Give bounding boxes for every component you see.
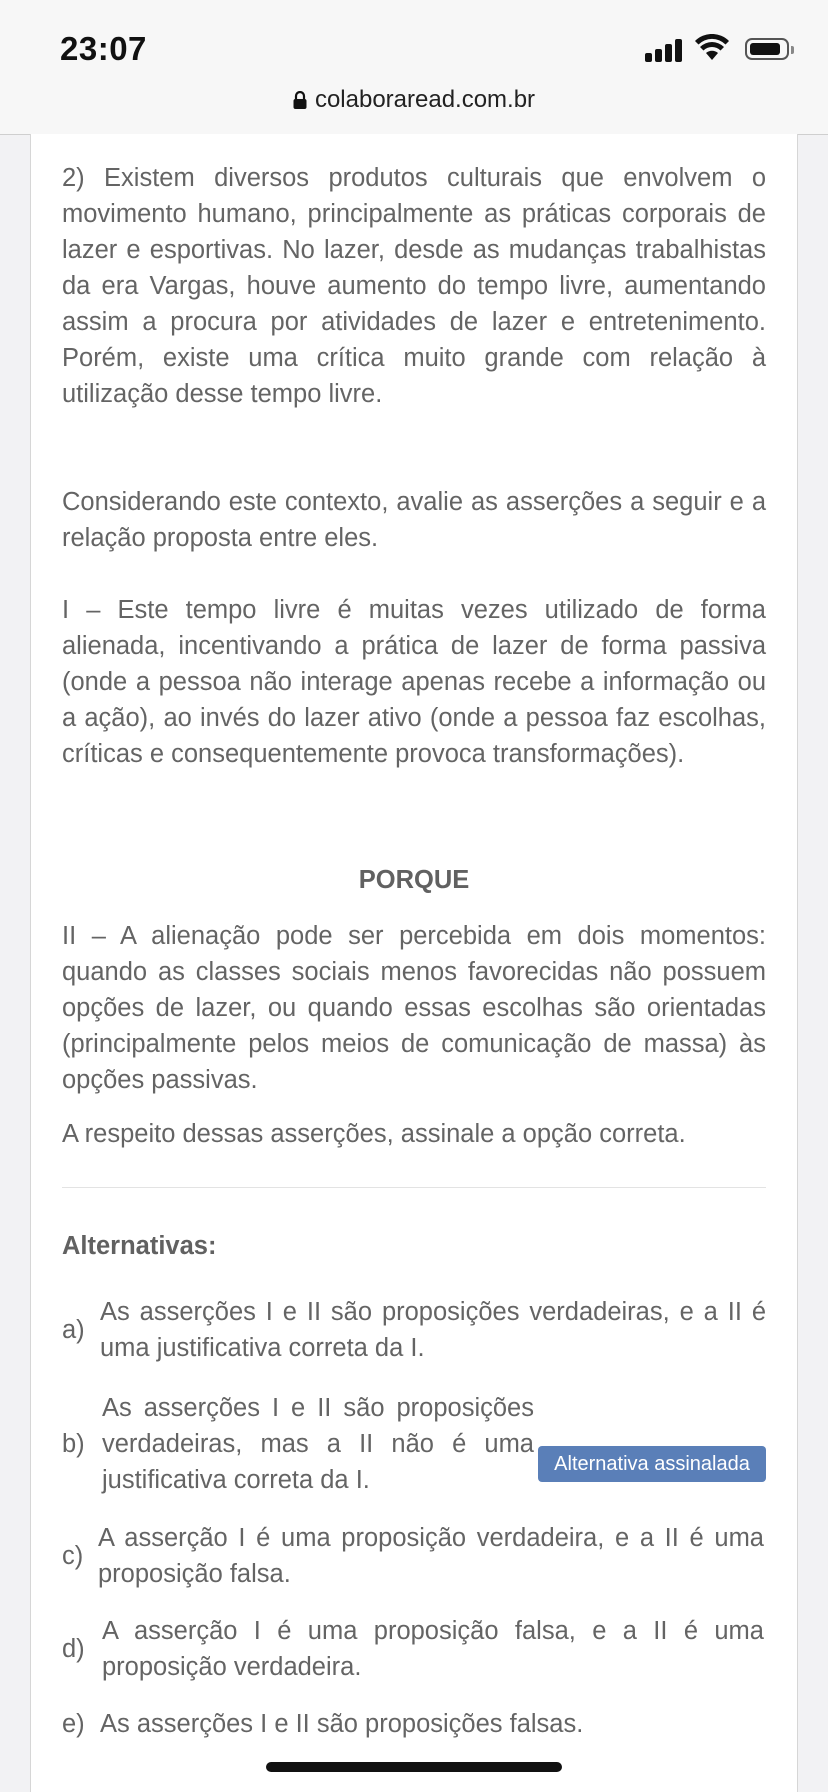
option-text: A asserção I é uma proposição falsa, e a II é uma proposição verdadeira.	[102, 1617, 764, 1681]
assertion-ii: II – A alienação pode ser percebida em dois momentos: quando as classes sociais menos favorecidas não possuem opções de lazer, ou quando essas escolhas são orientadas (principalmente pelos meios de comunicação de massa) às opções passivas.	[62, 922, 766, 1094]
assertion-i: I – Este tempo livre é muitas vezes utilizado de forma alienada, incentivando a prática de lazer de forma passiva (onde a pessoa não interage apenas recebe a informação ou a ação), ao invés do lazer ativo (onde a pessoa faz escolhas, críticas e consequentemente provoca transformações).	[62, 596, 766, 768]
signal-icon	[645, 38, 685, 62]
option-text: As asserções I e II são proposições verdadeiras, mas a II não é uma justificativa correta da I.	[102, 1394, 534, 1494]
option-letter: d)	[62, 1635, 85, 1663]
option-text: A asserção I é uma proposição verdadeira, e a II é uma proposição falsa.	[98, 1524, 764, 1588]
connector-porque: PORQUE	[358, 866, 470, 894]
url-text: colaboraread.com.br	[314, 86, 536, 113]
question-context: Considerando este contexto, avalie as asserções a seguir e a relação proposta entre eles.	[62, 488, 766, 552]
address-bar[interactable]	[0, 86, 828, 114]
option-letter: b)	[62, 1430, 85, 1458]
option-text: As asserções I e II são proposições falsas.	[100, 1710, 584, 1738]
option-text: As asserções I e II são proposições verdadeiras, e a II é uma justificativa correta da I.	[100, 1298, 766, 1362]
question-prompt: A respeito dessas asserções, assinale a opção correta.	[62, 1120, 686, 1148]
battery-icon	[745, 38, 789, 60]
option-letter: a)	[62, 1316, 85, 1344]
wifi-icon	[695, 34, 729, 62]
selected-answer-badge: Alternativa assinalada	[538, 1446, 766, 1482]
divider	[62, 1187, 766, 1188]
status-bar	[0, 0, 828, 135]
question-intro: 2) Existem diversos produtos culturais que envolvem o movimento humano, principalmente as práticas corporais de lazer e esportivas. No lazer, desde as mudanças trabalhistas da era Vargas, houve aumento do tempo livre, aumentando assim a procura por atividades de lazer e entretenimento. Porém, existe uma crítica muito grande com relação à utilização desse tempo livre.	[62, 164, 766, 408]
lock-icon	[293, 91, 307, 109]
alternatives-title: Alternativas:	[62, 1232, 217, 1260]
option-letter: c)	[62, 1542, 84, 1570]
option-letter: e)	[62, 1710, 85, 1738]
home-indicator[interactable]	[266, 1762, 562, 1772]
status-time: 23:07	[60, 30, 147, 67]
